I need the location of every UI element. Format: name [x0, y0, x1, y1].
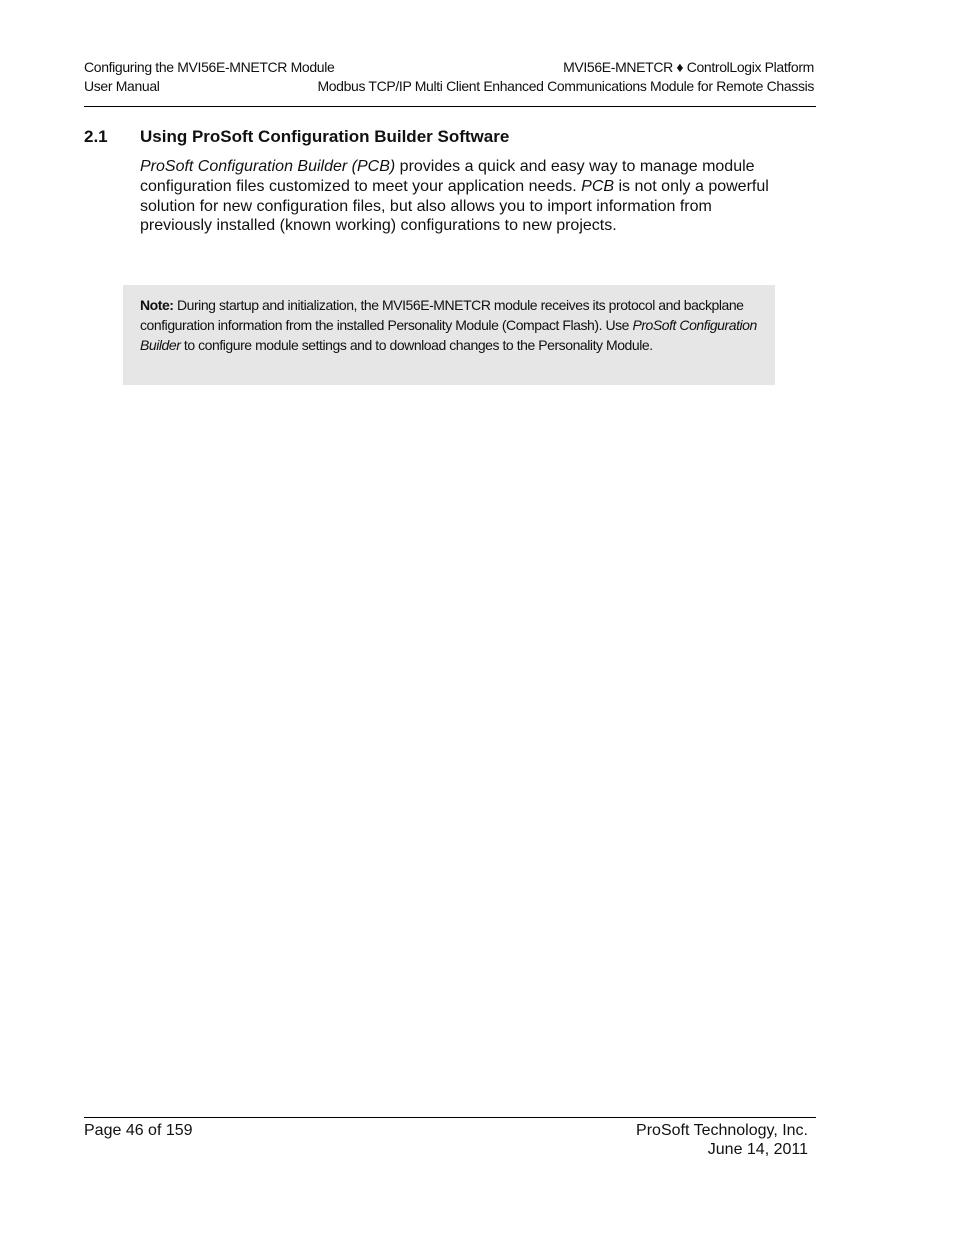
page-header — [84, 56, 816, 107]
body-italic-pcb: PCB — [581, 177, 615, 195]
note-text-part-1: During startup and initialization, the MVI56E-MNETCR module receives its protocol and backplane configuration information from the installed Personality Module (Compact Flash). Use — [140, 297, 744, 333]
note-text-part-2: to configure module settings and to download changes to the Personality Module. — [180, 336, 653, 353]
header-doc-type: User Manual — [84, 78, 160, 94]
header-platform: MVI56E-MNETCR ♦ ControlLogix Platform — [563, 59, 814, 75]
body-text-part-2: is not only a powerful solution for new configuration files, but also allows you to import information from previously installed (known working) configurations to new projects. — [140, 177, 769, 235]
note-box — [123, 285, 775, 385]
header-module-title: Configuring the MVI56E-MNETCR Module — [84, 59, 335, 75]
note-label: Note: — [140, 297, 174, 313]
body-paragraph — [140, 157, 780, 236]
note-text — [140, 296, 770, 355]
page-footer — [84, 1117, 816, 1158]
body-text-part-1: provides a quick and easy way to manage module configuration files customized to meet your application needs. — [140, 158, 755, 195]
body-italic-lead: ProSoft Configuration Builder (PCB) — [140, 158, 396, 175]
footer-date: June 14, 2011 — [707, 1141, 808, 1158]
footer-company: ProSoft Technology, Inc. — [636, 1122, 808, 1139]
header-product-description: Modbus TCP/IP Multi Client Enhanced Communications Module for Remote Chassis — [317, 78, 814, 94]
note-italic-pcb: ProSoft Configuration Builder — [140, 316, 757, 353]
footer-page-number: Page 46 of 159 — [84, 1122, 193, 1139]
section-title: Using ProSoft Configuration Builder Software — [140, 127, 510, 146]
section-number: 2.1 — [84, 127, 108, 146]
